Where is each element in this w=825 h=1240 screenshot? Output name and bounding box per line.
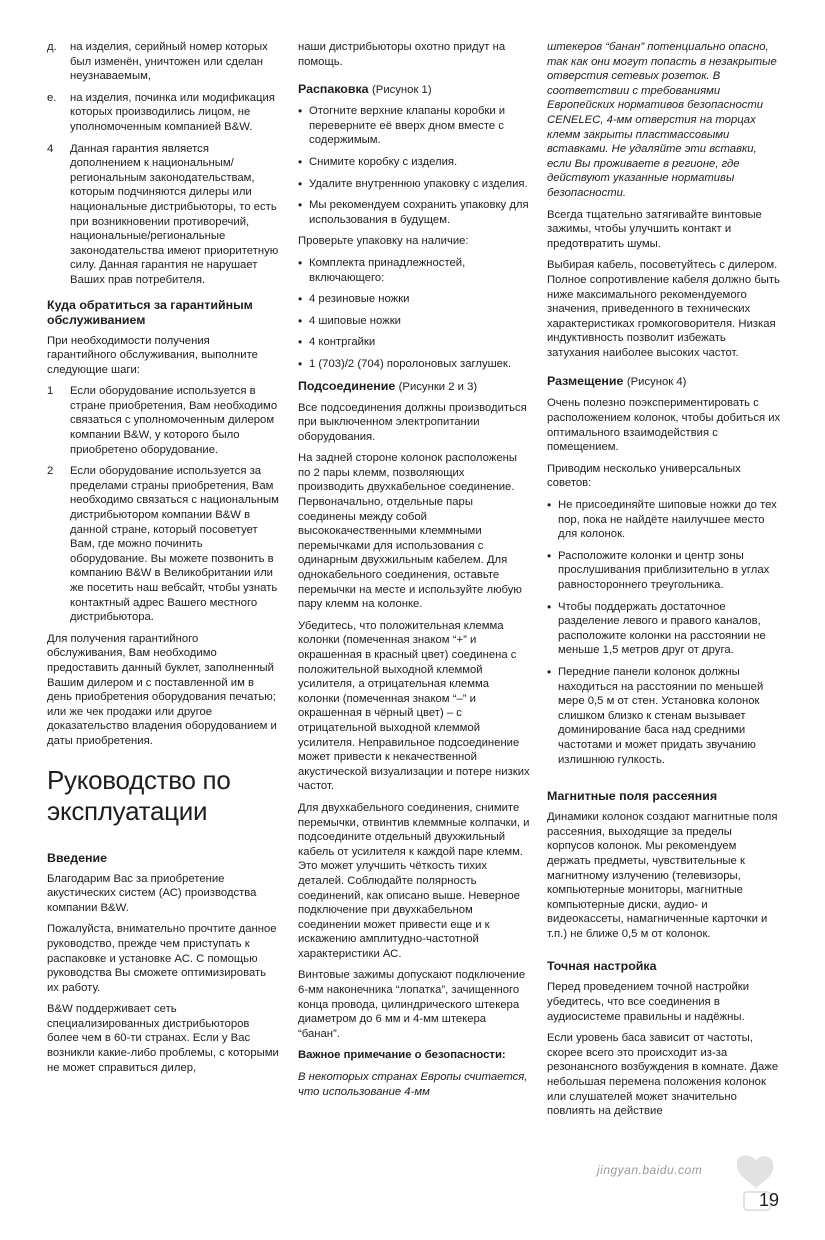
section-heading-connection: Подсоединение (Рисунки 2 и 3) xyxy=(298,378,478,393)
bullet-icon: • xyxy=(547,599,552,614)
paragraph: Для получения гарантийного обслуживания, Вам необходимо предоставить данный буклет, заполненный Вашим дилером и с поставленной им в день приобретения оборудования печатью; или же чек продажи или другое доказательство владения оборудованием и даты приобретения. xyxy=(47,632,277,747)
column-1 xyxy=(47,40,279,1082)
list-item: 4 Данная гарантия является дополнением к национальным/региональным законодательствам, которым подчиняются дилеры или национальные дистрибьюторы, то есть при возникновении противоречий, национальные/региональные законодательства имеют приоритетную силу. Данная гарантия не нарушает Ваших прав потребителя. xyxy=(47,142,279,286)
list-item: • Передние панели колонок должны находиться на расстоянии по меньшей мере 0,5 м от стен. Установка колонок слишком близко к стенам вызывает доминирование баса над средними частотами и может придать звучанию излишнюю гулкость. xyxy=(547,664,764,766)
paragraph: Пожалуйста, внимательно прочтите данное руководство, прежде чем приступать к распаковке и установке АС. С помощью руководства Вы сможете оптимизировать их работу. xyxy=(47,923,277,994)
placement-tips-list xyxy=(547,498,781,767)
bullet-icon: • xyxy=(298,176,303,191)
list-item: 2 Если оборудование используется за пределами страны приобретения, Вам необходимо связаться с национальным дистрибьютором компании B&W в данной стране, который посоветует Вам, где можно починить оборудование. Вы можете позвонить в компанию B&W в Великобритании или же посетить наш вебсайт, чтобы узнать контактный адрес Вашего местного дистрибьютора. xyxy=(47,465,279,624)
list-item: • Расположите колонки и центр зоны прослушивания приблизительно в углах равностороннего треугольника. xyxy=(547,548,770,591)
paragraph: На задней стороне колонок расположены по 2 пары клемм, позволяющих производить двухкабельное соединение. Первоначально, отдельные пары соединены между собой высококачественными клеммными перемычками для использования с одинарным двухжильным кабелем. Для однокабельного соединения, оставьте перемычки на месте и используйте любую пару клемм на колонке. xyxy=(298,452,522,611)
bullet-icon: • xyxy=(298,104,303,119)
paragraph: Всегда тщательно затягивайте винтовые зажимы, чтобы улучшить контакт и предотвратить шумы. xyxy=(547,208,762,250)
bullet-icon: • xyxy=(547,548,552,563)
paragraph: Убедитесь, что положительная клемма колонки (помеченная знаком “+” и окрашенная в красный цвет) соединена с положительной выходной клеммой усилителя, а отрицательная клемма колонки (помеченная знаком “–” и окрашенная в чёрный цвет) – с отрицательной выходной клеммой усилителя. Неправильное подсоединение может привести к некачественной акустической визуализации и потере низких частот. xyxy=(298,619,530,793)
section-heading-introduction: Введение xyxy=(47,850,108,865)
section-heading-unpacking: Распаковка (Рисунок 1) xyxy=(298,82,432,97)
paragraph: Все подсоединения должны производиться при выключенном электропитании оборудования. xyxy=(298,401,527,443)
section-heading-warranty-service: Куда обратиться за гарантийным обслуживанием xyxy=(47,297,253,327)
warranty-exclusions-list xyxy=(47,40,279,288)
column-2 xyxy=(298,40,530,1106)
list-item: • Снимите коробку с изделия. xyxy=(298,154,458,169)
bullet-icon: • xyxy=(298,335,303,350)
list-item: • 1 (703)/2 (704) поролоновых заглушек. xyxy=(298,356,512,371)
bullet-icon: • xyxy=(547,498,552,513)
safety-note-continuation: штекеров “банан” потенциально опасно, так как они могут попасть в незакрытые отверстия сетевых розеток. В соответствии с требованиями Европейских нормативов безопасности CENELEC, 4-мм отверстия на торцах клемм закрыты пластмассовыми вставками. Не удаляйте эти вставки, если Вы проживаете в регионе, где действуют указанные нормативы безопасности. xyxy=(547,41,777,199)
list-item: • Не присоединяйте шиповые ножки до тех пор, пока не найдёте наилучшее место для колонок. xyxy=(547,498,777,541)
list-item: е. на изделия, починка или модификация которых производились лицом, не уполномоченным компанией B&W. xyxy=(47,91,275,133)
section-heading-magnetic-fields: Магнитные поля рассеяния xyxy=(547,789,718,804)
package-contents-list xyxy=(298,256,530,372)
bullet-icon: • xyxy=(298,292,303,307)
bullet-icon: • xyxy=(298,313,303,328)
bullet-icon: • xyxy=(298,255,303,270)
safety-note-heading: Важное примечание о безопасности: xyxy=(298,1049,506,1062)
bullet-icon: • xyxy=(547,664,552,679)
list-item: д. на изделия, серийный номер которых был изменён, уничтожен или сделан неузнаваемым, xyxy=(47,41,268,83)
paragraph: При необходимости получения гарантийного обслуживания, выполните следующие шаги: xyxy=(47,334,258,376)
paragraph: Динамики колонок создают магнитные поля рассеяния, выходящие за пределы корпусов колонок. Мы рекомендуем держать предметы, чувствительные к магнитному излучению (телевизоры, компьютерные мониторы, магнитные компьютерные диски, аудио- и видеокассеты, намагниченные карточки и т.п.) не ближе 0,5 м от колонок. xyxy=(547,811,778,940)
safety-note-text: В некоторых странах Европы считается, что использование 4-мм xyxy=(298,1071,528,1098)
unpacking-list xyxy=(298,104,530,227)
list-item: • Удалите внутреннюю упаковку с изделия. xyxy=(298,176,528,191)
page-number: 19 xyxy=(759,1190,780,1210)
service-steps-list xyxy=(47,384,279,625)
bullet-icon: • xyxy=(298,198,303,213)
list-item: • 4 резиновые ножки xyxy=(298,292,410,307)
paragraph: Для двухкабельного соединения, снимите перемычки, отвинтив клеммные колпачки, и подсоедините отдельный двухжильный кабель от усилителя к каждой паре клемм. Это может улучшить чёткость тихих деталей. Соблюдайте полярность соединений, как описано выше. Неверное подключение при двухкабельном соединении может привести еще и к искажению амплитудно-частотной характеристики АС. xyxy=(298,801,530,960)
watermark-text: jingyan.baidu.com xyxy=(597,1163,703,1177)
paragraph: Проверьте упаковку на наличие: xyxy=(298,235,469,248)
list-item: 1 Если оборудование используется в стране приобретения, Вам необходимо связаться с уполномоченным дилером компании B&W, у которого было приобретено оборудование. xyxy=(47,385,278,456)
paragraph: Приводим несколько универсальных советов: xyxy=(547,462,741,490)
section-heading-placement: Размещение (Рисунок 4) xyxy=(547,374,687,389)
column-3 xyxy=(547,40,781,1126)
list-item: • Чтобы поддержать достаточное разделение левого и правого каналов, расположите колонки на расстоянии не меньше 1,5 метров друг от друга. xyxy=(547,599,766,657)
section-heading-fine-tuning: Точная настройка xyxy=(547,959,657,974)
paragraph: B&W поддерживает сеть специализированных дистрибьюторов более чем в 60-ти странах. Если у Вас возникли какие-либо проблемы, с которыми не может справиться дилер, xyxy=(47,1003,279,1074)
list-item: • Комплекта принадлежностей, включающего: xyxy=(298,255,466,284)
bullet-icon: • xyxy=(298,154,303,169)
paragraph: Винтовые зажимы допускают подключение 6-мм наконечника “лопатка”, зачищенного конца провода, цилиндрического штекера диаметром до 6 мм и 4-мм штекера “банан”. xyxy=(298,969,526,1040)
list-item: • Мы рекомендуем сохранить упаковку для использования в будущем. xyxy=(298,198,529,226)
list-item: • 4 контргайки xyxy=(298,335,376,350)
paragraph: Очень полезно поэкспериментировать с расположением колонок, чтобы добиться их оптимального взаимодействия с помещением. xyxy=(547,397,781,454)
paragraph: наши дистрибьюторы охотно придут на помощь. xyxy=(298,41,506,68)
paragraph: Перед проведением точной настройки убедитесь, что все соединения в аудиосистеме правильны и надёжны. xyxy=(547,981,750,1023)
bullet-icon: • xyxy=(298,356,303,371)
paragraph: Благодарим Вас за приобретение акустических систем (АС) производства компании B&W. xyxy=(47,872,257,914)
list-item: • 4 шиповые ножки xyxy=(298,313,401,328)
list-item: • Отогните верхние клапаны коробки и переверните её вверх дном вместе с содержимым. xyxy=(298,104,506,147)
manual-title: Руководство по эксплуатации xyxy=(47,764,231,826)
paragraph: Если уровень баса зависит от частоты, скорее всего это происходит из-за резонансного возбуждения в комнате. Даже небольшая перемена положения колонок или слушателей может значительно повлиять на действие xyxy=(547,1032,779,1118)
paragraph: Выбирая кабель, посоветуйтесь с дилером. Полное сопротивление кабеля должно быть ниже максимального рекомендуемого значения, приведенного в технических характеристиках громкоговорителя. Низкая индуктивность позволит избежать затухания наиболее высоких частот. xyxy=(547,259,780,359)
